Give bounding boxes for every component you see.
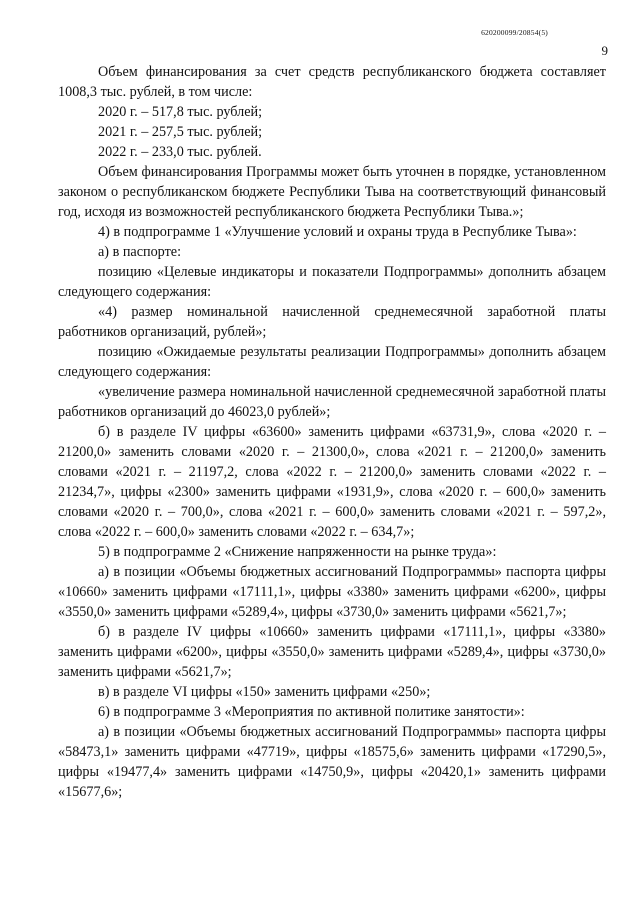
- paragraph-subprogram-2: 5) в подпрограмме 2 «Снижение напряженности на рынке труда»:: [98, 544, 497, 560]
- paragraph-subprogram-2-passport: а) в позиции «Объемы бюджетных ассигнований Подпрограммы» паспорта цифры «10660» заменить цифрами «17111,1», цифры «3380» заменить цифрами «6200», цифры «3550,0» заменить цифрами «5289,4», цифры «3730,0» заменить цифрами «5621,7»;: [58, 564, 606, 620]
- paragraph-section-4-amendments: б) в разделе IV цифры «63600» заменить цифрами «63731,9», слова «2020 г. – 21200,0» заменить словами «2020 г. – 21300,0», слова «2021 г. – 21200,0» заменить словами «2021 г. – 21197,2, слова «2022 г. – 21200,0» заменить словами «2022 г. – 21234,7», цифры «2300» заменить цифрами «1931,9», слова «2020 г. – 600,0» заменить словами «2020 г. – 700,0», слова «2021 г. – 600,0» заменить словами «2021 г. – 597,2», слова «2022 г. – 600,0» заменить словами «2022 г. – 634,7»;: [58, 424, 606, 540]
- paragraph-indicator-4: «4) размер номинальной начисленной среднемесячной заработной платы работников организаций, рублей»;: [58, 304, 606, 340]
- paragraph-expected-results: позицию «Ожидаемые результаты реализации Подпрограммы» дополнить абзацем следующего содержания:: [58, 344, 606, 380]
- paragraph-subprogram-2-section-6: в) в разделе VI цифры «150» заменить цифрами «250»;: [98, 684, 431, 700]
- document-registration-code: 620200099/20854(5): [481, 28, 548, 37]
- paragraph-subprogram-1: 4) в подпрограмме 1 «Улучшение условий и охраны труда в Республике Тыва»:: [98, 224, 577, 240]
- paragraph-funding-total: Объем финансирования за счет средств республиканского бюджета составляет 1008,3 тыс. рублей, в том числе:: [58, 64, 606, 100]
- paragraph-subprogram-3-passport: а) в позиции «Объемы бюджетных ассигнований Подпрограммы» паспорта цифры «58473,1» заменить цифрами «47719», цифры «18575,6» заменить цифрами «17290,5», цифры «19477,4» заменить цифрами «14750,9», цифры «20420,1» заменить цифрами «15677,6»;: [58, 724, 606, 800]
- paragraph-funding-2021: 2021 г. – 257,5 тыс. рублей;: [98, 124, 263, 140]
- paragraph-target-indicators: позицию «Целевые индикаторы и показатели Подпрограммы» дополнить абзацем следующего содержания:: [58, 264, 606, 300]
- document-body: [58, 62, 606, 802]
- paragraph-salary-increase: «увеличение размера номинальной начисленной среднемесячной заработной платы работников организаций до 46023,0 рублей»;: [58, 384, 606, 420]
- paragraph-funding-2022: 2022 г. – 233,0 тыс. рублей.: [98, 144, 262, 160]
- paragraph-passport: а) в паспорте:: [98, 244, 182, 260]
- paragraph-subprogram-2-section-4: б) в разделе IV цифры «10660» заменить цифрами «17111,1», цифры «3380» заменить цифрами «6200», цифры «3550,0» заменить цифрами «5289,4», цифры «3730,0» заменить цифрами «5621,7»;: [58, 624, 606, 680]
- paragraph-subprogram-3: 6) в подпрограмме 3 «Мероприятия по активной политике занятости»:: [98, 704, 525, 720]
- page-number: 9: [601, 43, 608, 58]
- paragraph-funding-2020: 2020 г. – 517,8 тыс. рублей;: [98, 104, 263, 120]
- paragraph-funding-clarification: Объем финансирования Программы может быть уточнен в порядке, установленном законом о республиканском бюджете Республики Тыва на соответствующий финансовый год, исходя из возможностей республиканского бюджета Республики Тыва.»;: [58, 164, 606, 220]
